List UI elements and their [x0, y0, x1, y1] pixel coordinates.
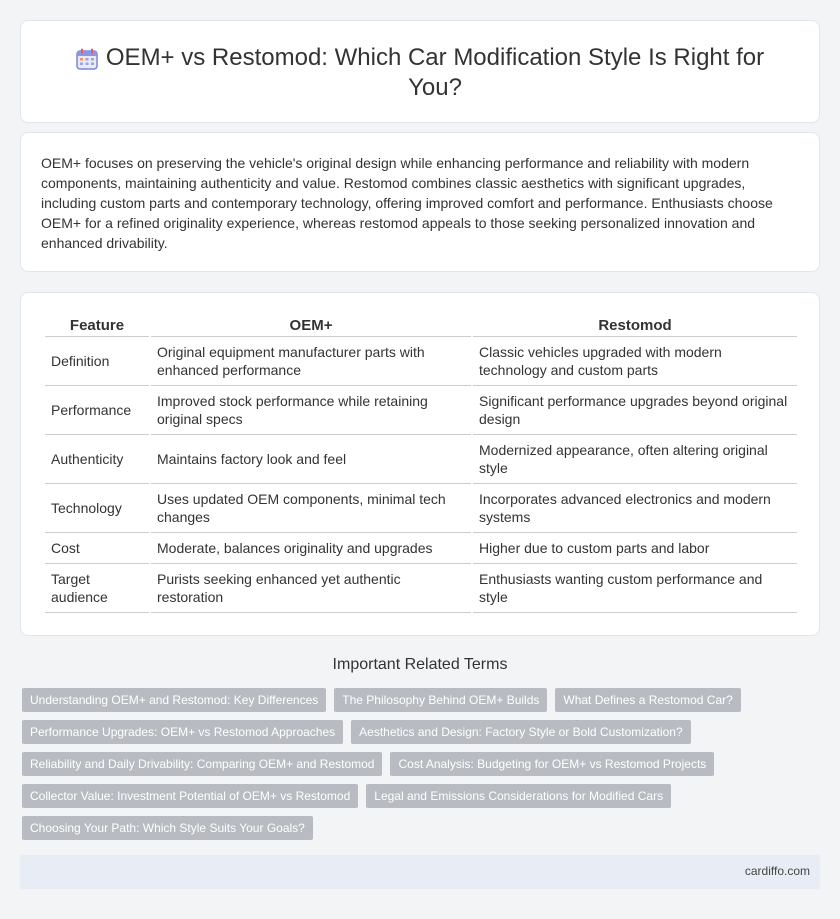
table-header-row [45, 313, 797, 337]
related-term-tag[interactable]: Cost Analysis: Budgeting for OEM+ vs Restomod Projects [390, 752, 714, 776]
row-oem: Maintains factory look and feel [151, 435, 471, 484]
header-feature: Feature [45, 313, 149, 337]
row-restomod: Incorporates advanced electronics and modern systems [473, 484, 797, 533]
row-restomod: Significant performance upgrades beyond original design [473, 386, 797, 435]
row-oem: Original equipment manufacturer parts with enhanced performance [151, 337, 471, 386]
header-restomod: Restomod [473, 313, 797, 337]
row-feature: Target audience [45, 564, 149, 613]
row-restomod: Classic vehicles upgraded with modern technology and custom parts [473, 337, 797, 386]
related-term-tag[interactable]: Performance Upgrades: OEM+ vs Restomod Approaches [22, 720, 343, 744]
row-restomod: Enthusiasts wanting custom performance and style [473, 564, 797, 613]
row-oem: Moderate, balances originality and upgrades [151, 533, 471, 564]
header-oem: OEM+ [151, 313, 471, 337]
table-row [45, 435, 797, 484]
page-title: OEM+ vs Restomod: Which Car Modification Style Is Right for You? [105, 44, 765, 101]
row-feature: Performance [45, 386, 149, 435]
table-row [45, 564, 797, 613]
row-feature: Definition [45, 337, 149, 386]
related-term-tag[interactable]: Understanding OEM+ and Restomod: Key Differences [22, 688, 326, 712]
row-feature: Technology [45, 484, 149, 533]
related-term-tag[interactable]: Aesthetics and Design: Factory Style or Bold Customization? [351, 720, 690, 744]
comparison-table [43, 313, 799, 613]
related-terms-list [22, 688, 822, 848]
intro-paragraph: OEM+ focuses on preserving the vehicle's original design while enhancing performance and reliability with modern components, maintaining authenticity and value. Restomod combines classic aesthetics with significant upgrades, including custom parts and contemporary technology, offering improved comfort and performance. Enthusiasts choose OEM+ for a refined originality experience, whereas restomod appeals to those seeking personalized innovation and enhanced drivability. [41, 155, 773, 251]
row-restomod: Modernized appearance, often altering original style [473, 435, 797, 484]
related-term-tag[interactable]: Reliability and Daily Drivability: Comparing OEM+ and Restomod [22, 752, 382, 776]
title-card [20, 20, 820, 123]
related-term-tag[interactable]: The Philosophy Behind OEM+ Builds [334, 688, 547, 712]
table-row [45, 386, 797, 435]
related-terms-heading: Important Related Terms [332, 656, 508, 673]
related-term-tag[interactable]: What Defines a Restomod Car? [555, 688, 740, 712]
table-row [45, 533, 797, 564]
related-term-tag[interactable]: Collector Value: Investment Potential of OEM+ vs Restomod [22, 784, 358, 808]
table-row [45, 484, 797, 533]
related-term-tag[interactable]: Legal and Emissions Considerations for Modified Cars [366, 784, 671, 808]
row-restomod: Higher due to custom parts and labor [473, 533, 797, 564]
footer [20, 855, 820, 889]
row-feature: Authenticity [45, 435, 149, 484]
intro-card [20, 132, 820, 272]
footer-site-link[interactable]: cardiffo.com [744, 864, 810, 878]
comparison-card [20, 292, 820, 636]
row-oem: Uses updated OEM components, minimal tech changes [151, 484, 471, 533]
related-term-tag[interactable]: Choosing Your Path: Which Style Suits Your Goals? [22, 816, 313, 840]
row-feature: Cost [45, 533, 149, 564]
table-row [45, 337, 797, 386]
row-oem: Improved stock performance while retaining original specs [151, 386, 471, 435]
row-oem: Purists seeking enhanced yet authentic restoration [151, 564, 471, 613]
